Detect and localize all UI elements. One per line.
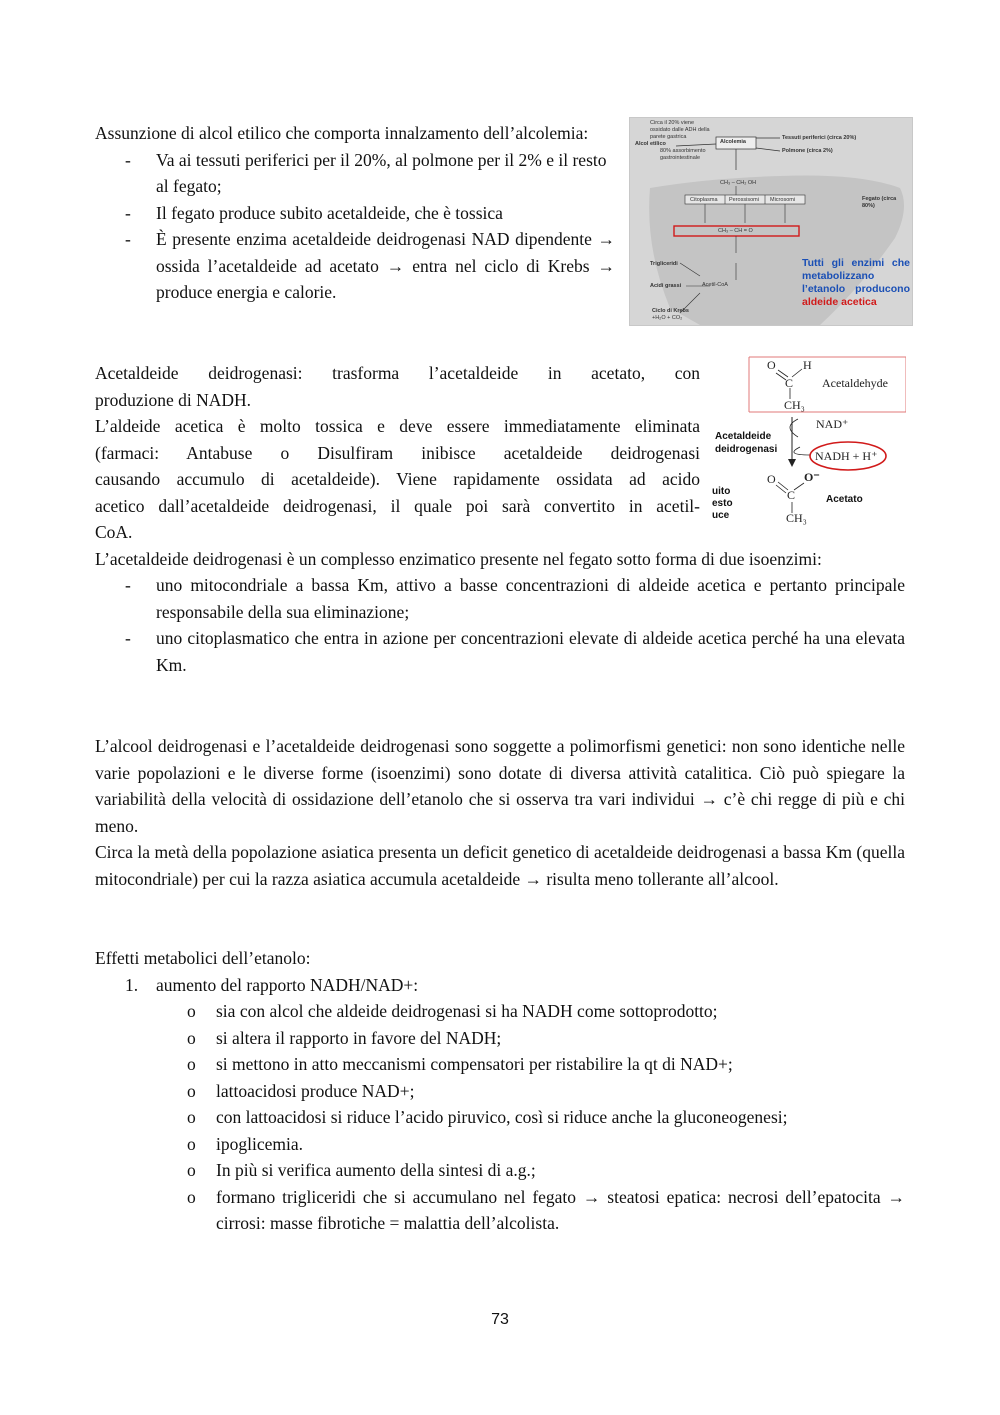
acetate-o-minus: O⁻ bbox=[804, 470, 820, 484]
figure-top-note: Circa il 20% viene ossidato dalle ADH della parete gastrica bbox=[650, 120, 710, 140]
side-text-3: uce bbox=[712, 510, 730, 521]
intake-list bbox=[95, 147, 615, 306]
nad-label: NAD⁺ bbox=[816, 417, 849, 431]
nadh-label: NADH + H⁺ bbox=[815, 449, 878, 463]
text-line: CoA. bbox=[95, 522, 133, 542]
list-item: o si mettono in atto meccanismi compensatori per ristabilire la qt di NAD+; bbox=[187, 1054, 733, 1074]
figure-perossisomi: Perossisomi bbox=[729, 197, 759, 203]
list-item: o sia con alcol che aldeide deidrogenasi si ha NADH come sottoprodotto; bbox=[187, 1001, 718, 1021]
figure-alcol-etilico: Alcol etilico bbox=[635, 141, 666, 147]
section-polymorphisms bbox=[95, 733, 905, 892]
polymorphism-paragraph: L’alcool deidrogenasi e l’acetaldeide deidrogenasi sono soggette a polimorfismi genetici: non sono identiche nelle varie popolazioni e le diverse forme (isoenzimi) sono dotate di diversa attività catalitica. Ciò può spiegare la variabilità della velocità di ossidazione dell’etanolo che si osserva tra vari individui → c’è chi regge di più e chi meno. bbox=[95, 736, 905, 836]
section-alcohol-intake bbox=[95, 120, 615, 306]
side-text-1: uito bbox=[712, 486, 731, 497]
list-item: - Va ai tessuti periferici per il 20%, al polmone per il 2% e il resto al fegato; bbox=[125, 149, 607, 196]
text-line: (farmaci: Antabuse o Disulfiram inibisce acetaldeide deidrogenasi bbox=[95, 442, 700, 463]
text-line: produzione di NADH. bbox=[95, 389, 252, 410]
figure-fegato: Fegato (circa 80%) bbox=[862, 196, 897, 209]
figure-polmone: Polmone (circa 2%) bbox=[782, 148, 833, 154]
list-item: o con lattoacidosi si riduce l’acido piruvico, così si riduce anche la gluconeogenesi; bbox=[187, 1107, 788, 1127]
figure-ethanol: CH₃ – CH₂ OH bbox=[720, 180, 757, 186]
figure-acetaldehyde: CH₃ – CH = O bbox=[718, 228, 753, 234]
figure-citoplasma: Citoplasma bbox=[690, 197, 718, 203]
list-item: - uno citoplasmatico che entra in azione per concentrazioni elevate di aldeide acetica perché ha una elevata Km. bbox=[125, 628, 905, 675]
acetate-o: O bbox=[767, 472, 776, 486]
list-item: - uno mitocondriale a bassa Km, attivo a basse concentrazioni di aldeide acetica e pertanto principale responsabile della sua eliminazione; bbox=[125, 575, 905, 622]
figure-assorbimento: 80% assorbimento gastrointestinale bbox=[660, 148, 706, 161]
text-line: causando accumulo di acetaldeide). Viene rapidamente ossidata ad acido bbox=[95, 469, 700, 489]
section-metabolic-effects bbox=[95, 945, 905, 1237]
list-item: - È presente enzima acetaldeide deidrogenasi NAD dipendente → ossida l’acetaldeide ad acetato → entra nel ciclo di Krebs → produce energia e calorie. bbox=[125, 229, 615, 302]
list-item: o In più si verifica aumento della sintesi di a.g.; bbox=[187, 1160, 536, 1180]
figure-acidi-grassi: Acidi grassi bbox=[650, 283, 682, 289]
figure-acetyl-coa: Acetil-CoA bbox=[702, 282, 728, 288]
asian-deficit-paragraph: Circa la metà della popolazione asiatica presenta un deficit genetico di acetaldeide deidrogenasi a bassa Km (quella mitocondriale) per cui la razza asiatica accumula acetaldeide → risulta meno tollerante all’alcool. bbox=[95, 842, 905, 889]
acetate-c: C bbox=[787, 488, 796, 502]
text-line: acetico dall’acetaldeide deidrogenasi, il quale poi sarà convertito in acetil- bbox=[95, 495, 700, 516]
figure-trigliceridi: Trigliceridi bbox=[650, 261, 678, 267]
list-item: o ipoglicemia. bbox=[187, 1133, 303, 1154]
acetate-ch3: CH₃ bbox=[786, 511, 807, 525]
metabolic-effects-title: Effetti metabolici dell’etanolo: bbox=[95, 948, 311, 968]
text-line: Acetaldeide deidrogenasi: trasforma l’acetaldeide in acetato, con bbox=[95, 363, 700, 383]
metabolic-effects-list bbox=[95, 972, 905, 999]
acetaldehyde-reaction-figure bbox=[712, 355, 906, 533]
figure-h2o-co2: +H₂O + CO₂ bbox=[652, 315, 683, 321]
acetaldehyde-ch3: CH₃ bbox=[784, 398, 805, 412]
section-acetaldehyde-dehydrogenase bbox=[95, 360, 700, 519]
figure-krebs: Ciclo di Krebs bbox=[652, 308, 689, 314]
figure-alcolemia: Alcolemia bbox=[720, 139, 746, 145]
figure-caption: Tutti gli enzimi che metabolizzano l’etanolo producono aldeide acetica bbox=[802, 257, 910, 308]
acetaldehyde-c: C bbox=[785, 376, 794, 390]
side-text-2: esto bbox=[712, 498, 733, 509]
list-item: o formano trigliceridi che si accumulano nel fegato → steatosi epatica: necrosi dell’epatocita → cirrosi: masse fibrotiche = malattia dell’alcolista. bbox=[187, 1186, 905, 1233]
intro-paragraph: Assunzione di alcol etilico che comporta innalzamento dell’alcolemia: bbox=[95, 123, 589, 143]
list-item: 1. aumento del rapporto NADH/NAD+: bbox=[125, 974, 419, 995]
liver-metabolism-figure bbox=[629, 117, 913, 326]
acetaldehyde-h: H bbox=[803, 358, 812, 372]
enzyme-label: Acetaldeide deidrogenasi bbox=[715, 431, 778, 455]
text-line: L’aldeide acetica è molto tossica e deve essere immediatamente eliminata bbox=[95, 416, 700, 436]
isoenzymes-intro: L’acetaldeide deidrogenasi è un complesso enzimatico presente nel fegato sotto forma di due isoenzimi: bbox=[95, 548, 822, 569]
acetato-label: Acetato bbox=[826, 494, 863, 505]
section-isoenzymes bbox=[95, 519, 905, 678]
acetaldehyde-label: Acetaldehyde bbox=[822, 376, 888, 390]
list-item: o lattoacidosi produce NAD+; bbox=[187, 1080, 415, 1101]
isoenzymes-list bbox=[95, 572, 905, 678]
figure-tessuti: Tessuti periferici (circa 20%) bbox=[782, 135, 857, 141]
nadh-effects-sublist bbox=[95, 998, 905, 1237]
list-item: - Il fegato produce subito acetaldeide, che è tossica bbox=[125, 202, 503, 223]
figure-microsomi: Microsomi bbox=[770, 197, 796, 203]
list-item: o si altera il rapporto in favore del NADH; bbox=[187, 1027, 502, 1048]
acetaldehyde-o: O bbox=[767, 358, 776, 372]
page-number: 73 bbox=[491, 1311, 509, 1328]
